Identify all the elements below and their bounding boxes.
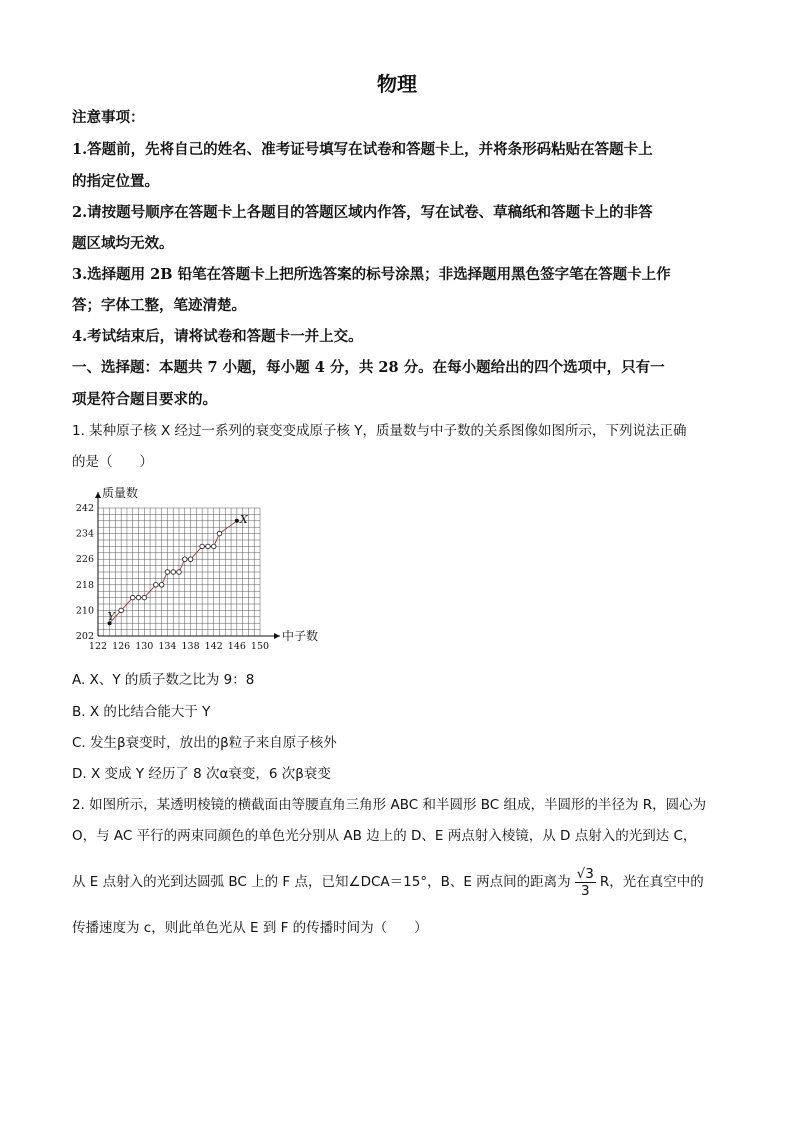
x-tick-label: 134 (158, 641, 177, 652)
data-point (217, 531, 222, 536)
notice-item-3-line-1: 3.选择题用 2B 铅笔在答题卡上把所选答案的标号涂黑；非选择题用黑色签字笔在答题卡上作 (72, 266, 671, 283)
notice-item-1-line-2: 的指定位置。 (72, 173, 159, 190)
x-tick-label: 150 (250, 641, 270, 652)
data-point (235, 519, 238, 522)
question-2-stem-line-2: O，与 AC 平行的两束同颜色的单色光分别从 AB 边上的 D、E 两点射入棱镜，从 D 点射入的光到达 C， (72, 828, 697, 844)
sqrt3-over-3-fraction (575, 866, 596, 899)
data-point (130, 595, 135, 600)
notice-item-4: 4.考试结束后，请将试卷和答题卡一并上交。 (72, 328, 363, 345)
x-tick-label: 146 (227, 641, 246, 652)
data-point (206, 544, 211, 549)
question-1-option-c: C. 发生β衰变时，放出的β粒子来自原子核外 (72, 735, 337, 751)
notice-item-1-line-1: 1.答题前，先将自己的姓名、准考证号填写在试卷和答题卡上，并将条形码粘贴在答题卡上 (72, 141, 653, 158)
data-point (159, 583, 164, 588)
y-tick-label: 234 (75, 528, 94, 540)
data-point (136, 595, 141, 600)
notice-heading: 注意事项： (72, 109, 145, 126)
y-tick-label: 202 (75, 631, 94, 642)
y-tick-label: 226 (75, 554, 94, 566)
data-point (154, 583, 159, 588)
data-point (182, 557, 187, 562)
y-tick-label: 210 (75, 605, 94, 617)
data-point (177, 570, 182, 575)
y-tick-label: 242 (75, 503, 94, 514)
data-point (200, 544, 205, 549)
page-title: 物理 (377, 72, 417, 96)
chart-y-axis-label: 质量数 (102, 486, 139, 500)
y-axis-arrow (95, 492, 101, 498)
notice-item-2-line-1: 2.请按题号顺序在答题卡上各题目的答题区域内作答，写在试卷、草稿纸和答题卡上的非答 (72, 204, 653, 221)
section-1-heading-line-1: 一、选择题：本题共 7 小题，每小题 4 分，共 28 分。在每小题给出的四个选项中，只有一 (72, 359, 665, 376)
question-2-stem-line-4: 传播速度为 c，则此单色光从 E 到 F 的传播时间为（ ） (72, 920, 428, 936)
data-point (171, 570, 176, 575)
question-1-option-d: D. X 变成 Y 经历了 8 次α衰变，6 次β衰变 (72, 766, 331, 782)
question-2-line-3-before: 从 E 点射入的光到达圆弧 BC 上的 F 点，已知∠DCA＝15°，B、E 两点间的距离为 (72, 874, 571, 890)
y-tick-label: 218 (75, 579, 94, 591)
notice-item-2-line-2: 题区域均无效。 (72, 235, 174, 252)
x-axis-arrow (274, 633, 280, 639)
question-2-stem-line-1: 2. 如图所示，某透明棱镜的横截面由等腰直角三角形 ABC 和半圆形 BC 组成，半圆形的半径为 R，圆心为 (72, 797, 707, 813)
question-2-line-3-after: R，光在真空中的 (599, 874, 704, 890)
point-label-x: X (239, 512, 248, 526)
x-tick-label: 138 (181, 641, 200, 652)
x-tick-label: 126 (112, 641, 131, 652)
data-point (211, 544, 216, 549)
question-1-option-b: B. X 的比结合能大于 Y (72, 704, 211, 720)
x-tick-label: 142 (204, 641, 223, 652)
section-1-heading-line-2: 项是符合题目要求的。 (72, 391, 217, 408)
question-1-option-a: A. X、Y 的质子数之比为 9：8 (72, 672, 255, 688)
data-point (119, 608, 124, 613)
x-tick-label: 130 (135, 641, 154, 652)
data-point (142, 595, 147, 600)
fraction-numerator: √3 (576, 865, 594, 882)
data-point (165, 570, 170, 575)
data-point (188, 557, 193, 562)
fraction-denominator: 3 (580, 882, 590, 899)
x-tick-label: 122 (88, 641, 108, 652)
question-1-stem-line-1: 1. 某种原子核 X 经过一系列的衰变变成原子核 Y，质量数与中子数的关系图像如图所示，下列说法正确 (72, 423, 687, 439)
chart-series (108, 513, 249, 625)
question-2-stem-line-3 (72, 862, 732, 902)
question-1-stem-line-2: 的是（ ） (72, 454, 153, 470)
notice-item-3-line-2: 答；字体工整，笔迹清楚。 (72, 297, 246, 314)
mass-vs-neutron-chart (60, 484, 330, 660)
point-label-y: Y (107, 610, 115, 624)
chart-x-axis-label: 中子数 (282, 629, 319, 643)
